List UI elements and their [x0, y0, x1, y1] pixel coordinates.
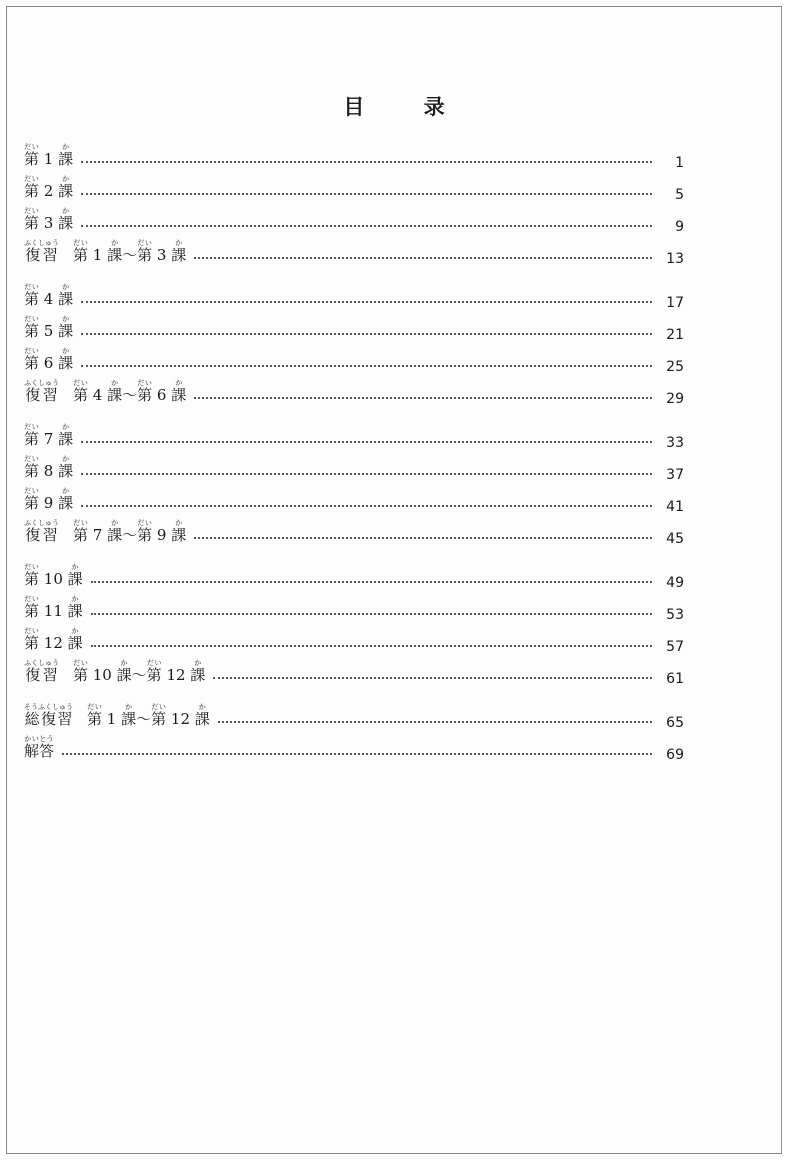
toc-entry-label: 第だい 3 課か	[24, 207, 74, 232]
toc-page-number: 21	[666, 327, 684, 343]
dot-leader	[91, 613, 652, 615]
toc-page-number: 49	[666, 575, 684, 591]
toc-entry-label: 第だい 4 課か	[24, 283, 74, 308]
toc-page-number: 17	[666, 295, 684, 311]
dot-leader	[81, 505, 652, 507]
toc-entry-label: 復習ふくしゅう第だい 1 課か〜第だい 3 課か	[24, 239, 187, 264]
toc-entry-review-4-6[interactable]	[24, 371, 684, 407]
toc-page-number: 69	[666, 747, 684, 763]
toc-page-number: 33	[666, 435, 684, 451]
dot-leader	[81, 301, 652, 303]
toc-entry-lesson-5[interactable]	[24, 307, 684, 343]
dot-leader	[81, 473, 652, 475]
toc-page-number: 5	[675, 187, 684, 203]
dot-leader	[194, 537, 652, 539]
toc-entry-comprehensive-review[interactable]	[24, 695, 684, 731]
toc-entry-lesson-10[interactable]	[24, 555, 684, 591]
page-title: 目 录	[343, 95, 471, 119]
toc-entry-label: 第だい 8 課か	[24, 455, 74, 480]
toc-entry-lesson-11[interactable]	[24, 587, 684, 623]
dot-leader	[194, 397, 652, 399]
toc-entry-label: 第だい 9 課か	[24, 487, 74, 512]
toc-page-number: 1	[675, 155, 684, 171]
dot-leader	[194, 257, 652, 259]
toc-page-number: 53	[666, 607, 684, 623]
toc-entry-review-7-9[interactable]	[24, 511, 684, 547]
toc-entry-lesson-3[interactable]	[24, 199, 684, 235]
dot-leader	[81, 193, 652, 195]
toc-page-number: 37	[666, 467, 684, 483]
dot-leader	[91, 645, 652, 647]
toc-entry-label: 第だい 2 課か	[24, 175, 74, 200]
toc-entry-label: 解答かいとう	[24, 735, 55, 760]
toc-entry-review-10-12[interactable]	[24, 651, 684, 687]
dot-leader	[81, 161, 652, 163]
toc-page-number: 9	[675, 219, 684, 235]
toc-entry-lesson-9[interactable]	[24, 479, 684, 515]
dot-leader	[81, 333, 652, 335]
toc-page-number: 57	[666, 639, 684, 655]
toc-entry-label: 第だい 11 課か	[24, 595, 83, 620]
toc-entry-lesson-4[interactable]	[24, 275, 684, 311]
toc-entry-label: 第だい 6 課か	[24, 347, 74, 372]
dot-leader	[62, 753, 652, 755]
toc-entry-label: 復習ふくしゅう第だい 4 課か〜第だい 6 課か	[24, 379, 187, 404]
toc-page-number: 65	[666, 715, 684, 731]
table-of-contents	[24, 135, 684, 763]
toc-entry-label: 復習ふくしゅう第だい 7 課か〜第だい 9 課か	[24, 519, 187, 544]
toc-page-number: 25	[666, 359, 684, 375]
toc-entry-label: 第だい 1 課か	[24, 143, 74, 168]
toc-entry-review-1-3[interactable]	[24, 231, 684, 267]
dot-leader	[218, 721, 652, 723]
toc-page-number: 13	[666, 251, 684, 267]
dot-leader	[81, 365, 652, 367]
toc-entry-label: 第だい 10 課か	[24, 563, 83, 588]
dot-leader	[81, 225, 652, 227]
toc-page-number: 41	[666, 499, 684, 515]
toc-entry-label: 第だい 5 課か	[24, 315, 74, 340]
dot-leader	[81, 441, 652, 443]
dot-leader	[213, 677, 652, 679]
toc-entry-label: 第だい 12 課か	[24, 627, 83, 652]
toc-entry-lesson-8[interactable]	[24, 447, 684, 483]
toc-entry-label: 総復習そうふくしゅう第だい 1 課か〜第だい 12 課か	[24, 703, 210, 728]
toc-entry-lesson-12[interactable]	[24, 619, 684, 655]
document-page	[6, 6, 782, 1154]
toc-page-number: 61	[666, 671, 684, 687]
toc-entry-lesson-6[interactable]	[24, 339, 684, 375]
toc-entry-answers[interactable]	[24, 727, 684, 763]
toc-page-number: 29	[666, 391, 684, 407]
toc-page-number: 45	[666, 531, 684, 547]
dot-leader	[91, 581, 652, 583]
toc-entry-lesson-1[interactable]	[24, 135, 684, 171]
toc-entry-lesson-2[interactable]	[24, 167, 684, 203]
toc-entry-lesson-7[interactable]	[24, 415, 684, 451]
toc-entry-label: 第だい 7 課か	[24, 423, 74, 448]
toc-entry-label: 復習ふくしゅう第だい 10 課か〜第だい 12 課か	[24, 659, 206, 684]
